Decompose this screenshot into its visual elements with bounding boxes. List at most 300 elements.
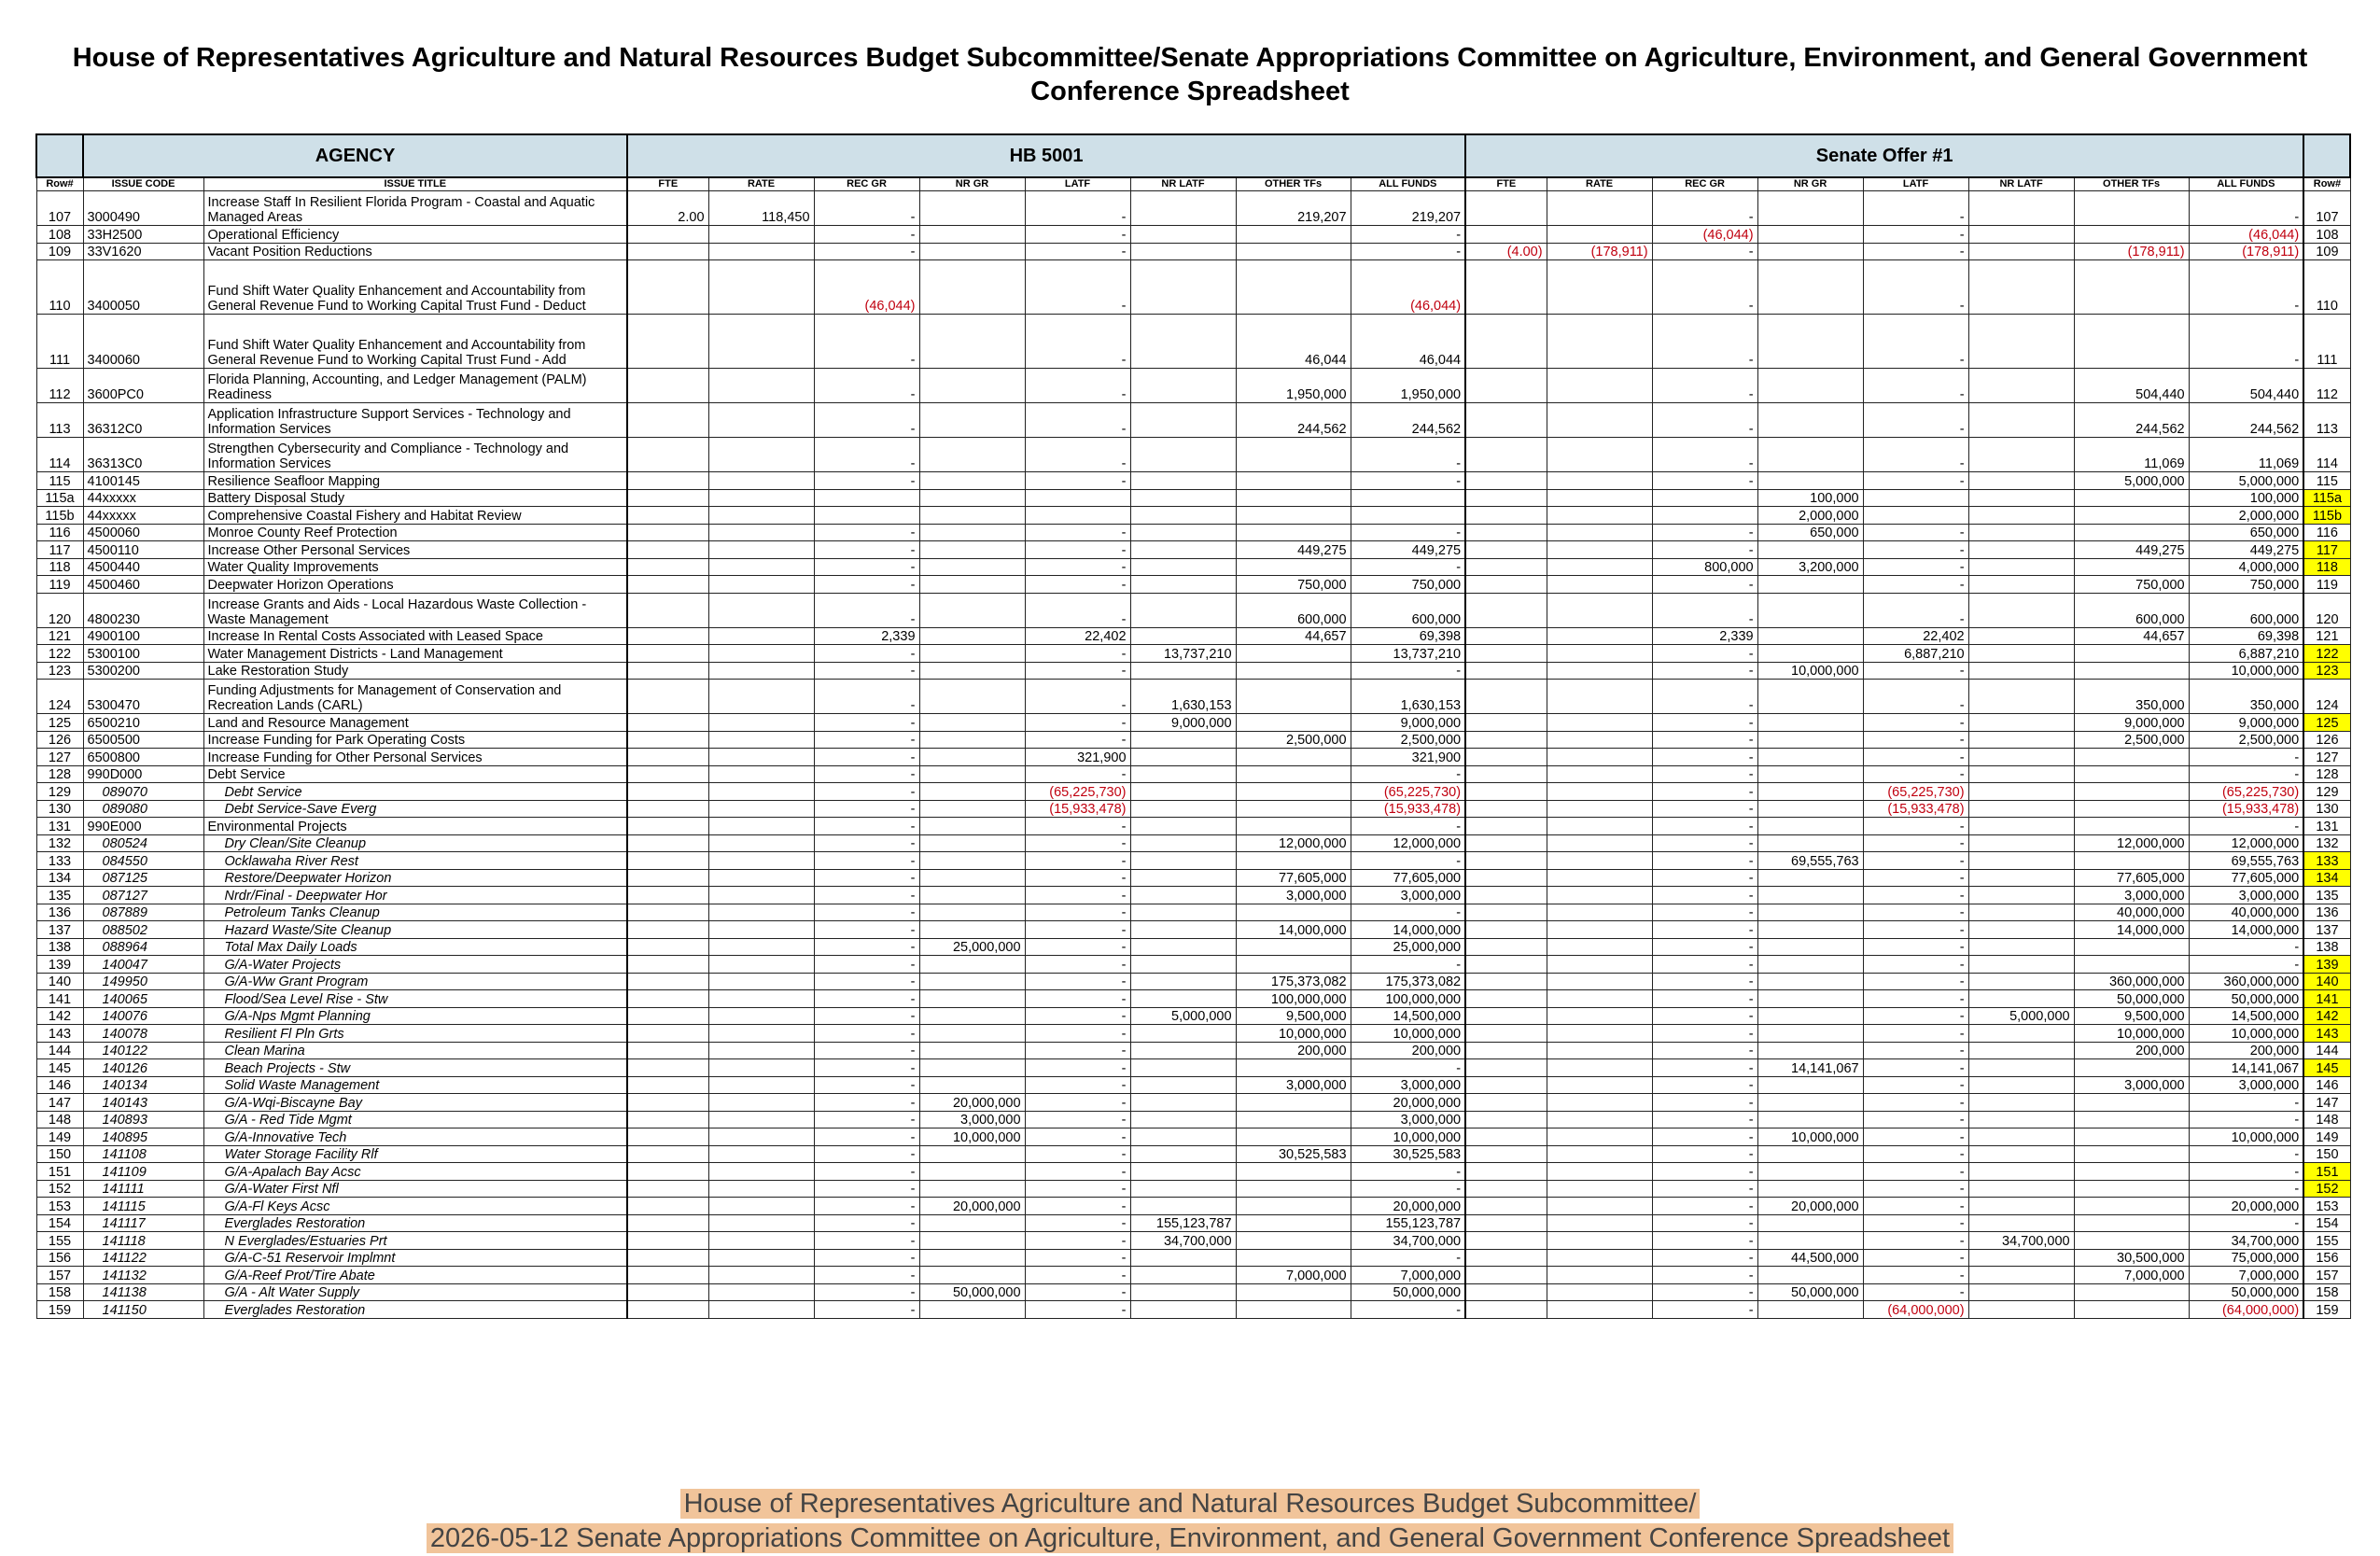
value-cell (1863, 489, 1968, 507)
value-cell (1968, 1180, 2074, 1198)
table-row (36, 541, 2350, 559)
table-row (36, 921, 2350, 939)
value-cell: 1,950,000 (1236, 369, 1351, 403)
row-number-cell-right: 151 (2303, 1163, 2350, 1181)
value-cell: - (2189, 260, 2303, 315)
row-number-cell-right: 109 (2303, 243, 2350, 260)
value-cell: 69,398 (2189, 627, 2303, 645)
value-cell (1547, 576, 1652, 594)
value-cell (1547, 1163, 1652, 1181)
value-cell: 504,440 (2074, 369, 2189, 403)
value-cell: - (1652, 1025, 1757, 1043)
value-cell (814, 507, 919, 525)
value-cell (2074, 1198, 2189, 1215)
row-number-cell-right: 122 (2303, 645, 2350, 663)
issue-code-cell: 140134 (83, 1076, 203, 1094)
issue-code-cell: 141111 (83, 1180, 203, 1198)
value-cell (708, 956, 814, 974)
value-cell (1465, 783, 1547, 801)
row-number-cell-right: 137 (2303, 921, 2350, 939)
value-cell (627, 1214, 708, 1232)
value-cell (708, 1025, 814, 1043)
value-cell (1968, 1198, 2074, 1215)
value-cell: 321,900 (1025, 749, 1130, 766)
value-cell (2074, 1214, 2189, 1232)
issue-title-cell: Increase Other Personal Services (203, 541, 627, 559)
value-cell (1130, 749, 1236, 766)
row-number-cell: 130 (36, 800, 83, 818)
value-cell (1547, 1076, 1652, 1094)
value-cell: - (1025, 662, 1130, 680)
issue-code-cell: 4500060 (83, 524, 203, 541)
value-cell (1968, 524, 2074, 541)
value-cell (708, 1128, 814, 1146)
value-cell (1757, 645, 1863, 663)
value-cell: 77,605,000 (1351, 869, 1465, 887)
row-number-cell-right: 138 (2303, 938, 2350, 956)
value-cell: 244,562 (1236, 403, 1351, 438)
value-cell (627, 1111, 708, 1128)
value-cell: - (1025, 1301, 1130, 1319)
row-number-cell: 115b (36, 507, 83, 525)
value-cell (919, 818, 1025, 835)
value-cell: 5,000,000 (1130, 1007, 1236, 1025)
row-number-cell: 148 (36, 1111, 83, 1128)
table-row (36, 1076, 2350, 1094)
value-cell (2074, 1111, 2189, 1128)
row-number-cell: 133 (36, 852, 83, 870)
value-cell: 2,500,000 (2189, 731, 2303, 749)
issue-code-cell: 140126 (83, 1059, 203, 1077)
issue-code-cell: 36313C0 (83, 438, 203, 472)
value-cell: 14,500,000 (1351, 1007, 1465, 1025)
table-row (36, 226, 2350, 244)
table-row (36, 869, 2350, 887)
issue-code-cell: 080524 (83, 834, 203, 852)
value-cell: - (814, 472, 919, 490)
value-cell (1547, 489, 1652, 507)
value-cell (627, 1042, 708, 1059)
value-cell (2074, 1301, 2189, 1319)
value-cell (708, 783, 814, 801)
value-cell (708, 904, 814, 921)
row-number-cell-right: 110 (2303, 260, 2350, 315)
value-cell (1968, 558, 2074, 576)
row-number-cell: 110 (36, 260, 83, 315)
value-cell (1757, 1111, 1863, 1128)
row-number-cell-right: 147 (2303, 1094, 2350, 1112)
value-cell: 7,000,000 (1236, 1267, 1351, 1284)
row-number-cell: 122 (36, 645, 83, 663)
value-cell (1757, 191, 1863, 226)
value-cell: - (1652, 1249, 1757, 1267)
value-cell (1547, 1283, 1652, 1301)
value-cell (627, 472, 708, 490)
table-row (36, 191, 2350, 226)
value-cell: 10,000,000 (1236, 1025, 1351, 1043)
value-cell: 9,500,000 (2074, 1007, 2189, 1025)
value-cell (1130, 260, 1236, 315)
value-cell (1968, 489, 2074, 507)
value-cell: - (2189, 1180, 2303, 1198)
issue-title-cell: Environmental Projects (203, 818, 627, 835)
value-cell (1547, 800, 1652, 818)
value-cell: - (814, 1076, 919, 1094)
table-row (36, 1007, 2350, 1025)
value-cell: - (1652, 869, 1757, 887)
value-cell: - (1652, 472, 1757, 490)
issue-code-cell: 140143 (83, 1094, 203, 1112)
value-cell (2074, 662, 2189, 680)
value-cell: - (1652, 1198, 1757, 1215)
value-cell (1465, 1128, 1547, 1146)
value-cell (1547, 818, 1652, 835)
value-cell: 25,000,000 (919, 938, 1025, 956)
value-cell (1968, 627, 2074, 645)
value-cell (1351, 489, 1465, 507)
value-cell: 750,000 (2189, 576, 2303, 594)
value-cell (1968, 1214, 2074, 1232)
issue-code-cell: 4500460 (83, 576, 203, 594)
row-number-cell-right: 159 (2303, 1301, 2350, 1319)
value-cell (1968, 800, 2074, 818)
issue-code-cell: 140893 (83, 1111, 203, 1128)
row-number-cell-right: 112 (2303, 369, 2350, 403)
value-cell (1757, 576, 1863, 594)
value-cell (1465, 818, 1547, 835)
row-number-cell-right: 141 (2303, 990, 2350, 1008)
issue-title-cell: Application Infrastructure Support Services - Technology and Information Services (203, 403, 627, 438)
table-row (36, 1163, 2350, 1181)
value-cell (1547, 887, 1652, 904)
value-cell: - (1025, 921, 1130, 939)
value-cell: 244,562 (2074, 403, 2189, 438)
value-cell (1757, 438, 1863, 472)
value-cell: (65,225,730) (1351, 783, 1465, 801)
value-cell (1465, 1214, 1547, 1232)
value-cell: - (814, 1198, 919, 1215)
value-cell: - (1652, 1042, 1757, 1059)
value-cell: - (1863, 1283, 1968, 1301)
value-cell (1130, 1267, 1236, 1284)
value-cell (1968, 973, 2074, 990)
value-cell (1547, 472, 1652, 490)
issue-code-cell: 4500110 (83, 541, 203, 559)
value-cell (2074, 226, 2189, 244)
value-cell (919, 749, 1025, 766)
spreadsheet-body (36, 134, 2350, 1318)
value-cell (1130, 558, 1236, 576)
value-cell: 3,200,000 (1757, 558, 1863, 576)
value-cell: - (1025, 1198, 1130, 1215)
value-cell: 3,000,000 (1351, 1111, 1465, 1128)
value-cell: - (1025, 834, 1130, 852)
value-cell: - (1025, 818, 1130, 835)
value-cell: 69,398 (1351, 627, 1465, 645)
issue-title-cell: Debt Service (203, 765, 627, 783)
column-header-row (36, 177, 2350, 191)
issue-title-cell: Water Quality Improvements (203, 558, 627, 576)
value-cell (1236, 1198, 1351, 1215)
value-cell: - (1351, 765, 1465, 783)
table-row (36, 887, 2350, 904)
value-cell (1757, 1025, 1863, 1043)
value-cell: - (1652, 765, 1757, 783)
value-cell: 40,000,000 (2074, 904, 2189, 921)
issue-code-cell: 3600PC0 (83, 369, 203, 403)
value-cell (1236, 1059, 1351, 1077)
value-cell (1757, 1163, 1863, 1181)
value-cell: 2,339 (814, 627, 919, 645)
title-line-2: Conference Spreadsheet (1030, 77, 1350, 106)
value-cell (1968, 438, 2074, 472)
table-row (36, 1025, 2350, 1043)
value-cell: (46,044) (2189, 226, 2303, 244)
issue-code-cell: 6500210 (83, 714, 203, 732)
value-cell (708, 507, 814, 525)
value-cell: 219,207 (1351, 191, 1465, 226)
value-cell (1757, 243, 1863, 260)
value-cell (1465, 489, 1547, 507)
value-cell (708, 1094, 814, 1112)
value-cell: 200,000 (2074, 1042, 2189, 1059)
row-number-cell-right: 107 (2303, 191, 2350, 226)
row-number-cell-right: 144 (2303, 1042, 2350, 1059)
value-cell (1757, 315, 1863, 369)
value-cell: 2,000,000 (2189, 507, 2303, 525)
value-cell: - (1652, 921, 1757, 939)
value-cell (2074, 1232, 2189, 1250)
value-cell: - (1863, 1232, 1968, 1250)
issue-code-cell: 3400060 (83, 315, 203, 369)
value-cell: 9,500,000 (1236, 1007, 1351, 1025)
issue-code-cell: 089080 (83, 800, 203, 818)
value-cell (1968, 904, 2074, 921)
value-cell (919, 1232, 1025, 1250)
value-cell: 2,339 (1652, 627, 1757, 645)
value-cell (919, 1145, 1025, 1163)
value-cell: 2.00 (627, 191, 708, 226)
value-cell: - (814, 904, 919, 921)
value-cell: 50,000,000 (1351, 1283, 1465, 1301)
value-cell: - (1863, 472, 1968, 490)
value-cell (1547, 1198, 1652, 1215)
row-number-cell: 121 (36, 627, 83, 645)
value-cell (708, 472, 814, 490)
value-cell (1968, 834, 2074, 852)
issue-title-cell: Comprehensive Coastal Fishery and Habitat Review (203, 507, 627, 525)
value-cell: 22,402 (1863, 627, 1968, 645)
value-cell (1547, 1025, 1652, 1043)
band-blank-left (36, 134, 83, 177)
issue-title-cell: G/A-Water Projects (203, 956, 627, 974)
value-cell (1130, 1283, 1236, 1301)
value-cell: - (814, 1267, 919, 1284)
value-cell: 100,000 (2189, 489, 2303, 507)
row-number-cell-right: 130 (2303, 800, 2350, 818)
value-cell: - (1351, 524, 1465, 541)
value-cell: - (1351, 1163, 1465, 1181)
value-cell: - (1025, 1042, 1130, 1059)
issue-title-cell: Monroe County Reef Protection (203, 524, 627, 541)
value-cell (1757, 869, 1863, 887)
value-cell (1757, 1076, 1863, 1094)
value-cell (1130, 1094, 1236, 1112)
value-cell (1130, 869, 1236, 887)
row-number-cell: 114 (36, 438, 83, 472)
value-cell (1968, 593, 2074, 627)
value-cell (1968, 765, 2074, 783)
value-cell: - (1652, 680, 1757, 714)
value-cell (1465, 1007, 1547, 1025)
value-cell: - (2189, 749, 2303, 766)
value-cell (627, 973, 708, 990)
value-cell (1968, 921, 2074, 939)
issue-title-cell: G/A - Alt Water Supply (203, 1283, 627, 1301)
value-cell: - (814, 1094, 919, 1112)
value-cell (708, 645, 814, 663)
value-cell (919, 783, 1025, 801)
value-cell: 34,700,000 (1130, 1232, 1236, 1250)
value-cell: - (814, 783, 919, 801)
table-row (36, 1128, 2350, 1146)
value-cell (1757, 818, 1863, 835)
value-cell: - (814, 438, 919, 472)
conference-spreadsheet (35, 133, 2351, 1319)
value-cell (1236, 1283, 1351, 1301)
value-cell (1130, 507, 1236, 525)
value-cell: - (1025, 243, 1130, 260)
value-cell (1465, 973, 1547, 990)
value-cell (919, 1301, 1025, 1319)
value-cell (627, 1267, 708, 1284)
value-cell: - (1652, 1059, 1757, 1077)
value-cell (1130, 852, 1236, 870)
issue-code-cell: 990E000 (83, 818, 203, 835)
issue-title-cell: Increase In Rental Costs Associated with Leased Space (203, 627, 627, 645)
value-cell: - (1652, 662, 1757, 680)
row-number-cell-right: 114 (2303, 438, 2350, 472)
value-cell: - (1863, 524, 1968, 541)
value-cell (1236, 783, 1351, 801)
value-cell (1547, 627, 1652, 645)
value-cell (1236, 438, 1351, 472)
value-cell: 449,275 (1351, 541, 1465, 559)
value-cell: - (1351, 1249, 1465, 1267)
value-cell (1547, 541, 1652, 559)
value-cell: 750,000 (1236, 576, 1351, 594)
issue-title-cell: Strengthen Cybersecurity and Compliance - Technology and Information Services (203, 438, 627, 472)
value-cell (1968, 403, 2074, 438)
value-cell (1130, 593, 1236, 627)
value-cell: 200,000 (1351, 1042, 1465, 1059)
value-cell: - (1025, 1076, 1130, 1094)
row-number-cell-right: 153 (2303, 1198, 2350, 1215)
value-cell: - (814, 1042, 919, 1059)
row-number-cell: 154 (36, 1214, 83, 1232)
value-cell (1547, 852, 1652, 870)
value-cell (1130, 403, 1236, 438)
table-row (36, 645, 2350, 663)
value-cell (919, 191, 1025, 226)
issue-code-cell: 149950 (83, 973, 203, 990)
row-number-cell-right: 149 (2303, 1128, 2350, 1146)
value-cell (1968, 1249, 2074, 1267)
value-cell (919, 645, 1025, 663)
column-header: NR GR (919, 177, 1025, 191)
value-cell (1130, 834, 1236, 852)
value-cell: - (1863, 403, 1968, 438)
value-cell: 360,000,000 (2189, 973, 2303, 990)
value-cell (1236, 765, 1351, 783)
value-cell (1547, 1094, 1652, 1112)
value-cell (1130, 541, 1236, 559)
value-cell (1968, 645, 2074, 663)
value-cell (1465, 834, 1547, 852)
row-number-cell-right: 126 (2303, 731, 2350, 749)
value-cell: - (1351, 1059, 1465, 1077)
value-cell (1130, 731, 1236, 749)
value-cell (2074, 645, 2189, 663)
issue-title-cell: G/A-Ww Grant Program (203, 973, 627, 990)
value-cell (708, 1249, 814, 1267)
table-row (36, 558, 2350, 576)
value-cell (1968, 1076, 2074, 1094)
value-cell (627, 852, 708, 870)
value-cell: - (814, 558, 919, 576)
table-row (36, 472, 2350, 490)
issue-code-cell: 088964 (83, 938, 203, 956)
value-cell (1968, 541, 2074, 559)
value-cell: 600,000 (2074, 593, 2189, 627)
row-number-cell: 124 (36, 680, 83, 714)
table-row (36, 1180, 2350, 1198)
value-cell: - (2189, 315, 2303, 369)
value-cell (627, 1059, 708, 1077)
value-cell: 77,605,000 (2074, 869, 2189, 887)
row-number-cell: 145 (36, 1059, 83, 1077)
issue-code-cell: 087127 (83, 887, 203, 904)
value-cell: - (1025, 260, 1130, 315)
value-cell (627, 1249, 708, 1267)
issue-title-cell: Flood/Sea Level Rise - Stw (203, 990, 627, 1008)
value-cell (1465, 438, 1547, 472)
value-cell (708, 834, 814, 852)
value-cell (1465, 191, 1547, 226)
value-cell (1757, 403, 1863, 438)
value-cell (919, 852, 1025, 870)
value-cell (708, 1214, 814, 1232)
value-cell: - (814, 1180, 919, 1198)
issue-title-cell: G/A-Innovative Tech (203, 1128, 627, 1146)
row-number-cell: 131 (36, 818, 83, 835)
row-number-cell: 128 (36, 765, 83, 783)
value-cell (1968, 714, 2074, 732)
value-cell: - (814, 1007, 919, 1025)
value-cell: - (814, 1163, 919, 1181)
value-cell: - (814, 1059, 919, 1077)
value-cell: - (1863, 1163, 1968, 1181)
value-cell (1968, 1111, 2074, 1128)
value-cell: 3,000,000 (919, 1111, 1025, 1128)
value-cell (2074, 765, 2189, 783)
value-cell (1757, 1007, 1863, 1025)
value-cell: 12,000,000 (2074, 834, 2189, 852)
row-number-cell-right: 154 (2303, 1214, 2350, 1232)
row-number-cell: 117 (36, 541, 83, 559)
issue-code-cell: 33H2500 (83, 226, 203, 244)
value-cell: 20,000,000 (1351, 1198, 1465, 1215)
